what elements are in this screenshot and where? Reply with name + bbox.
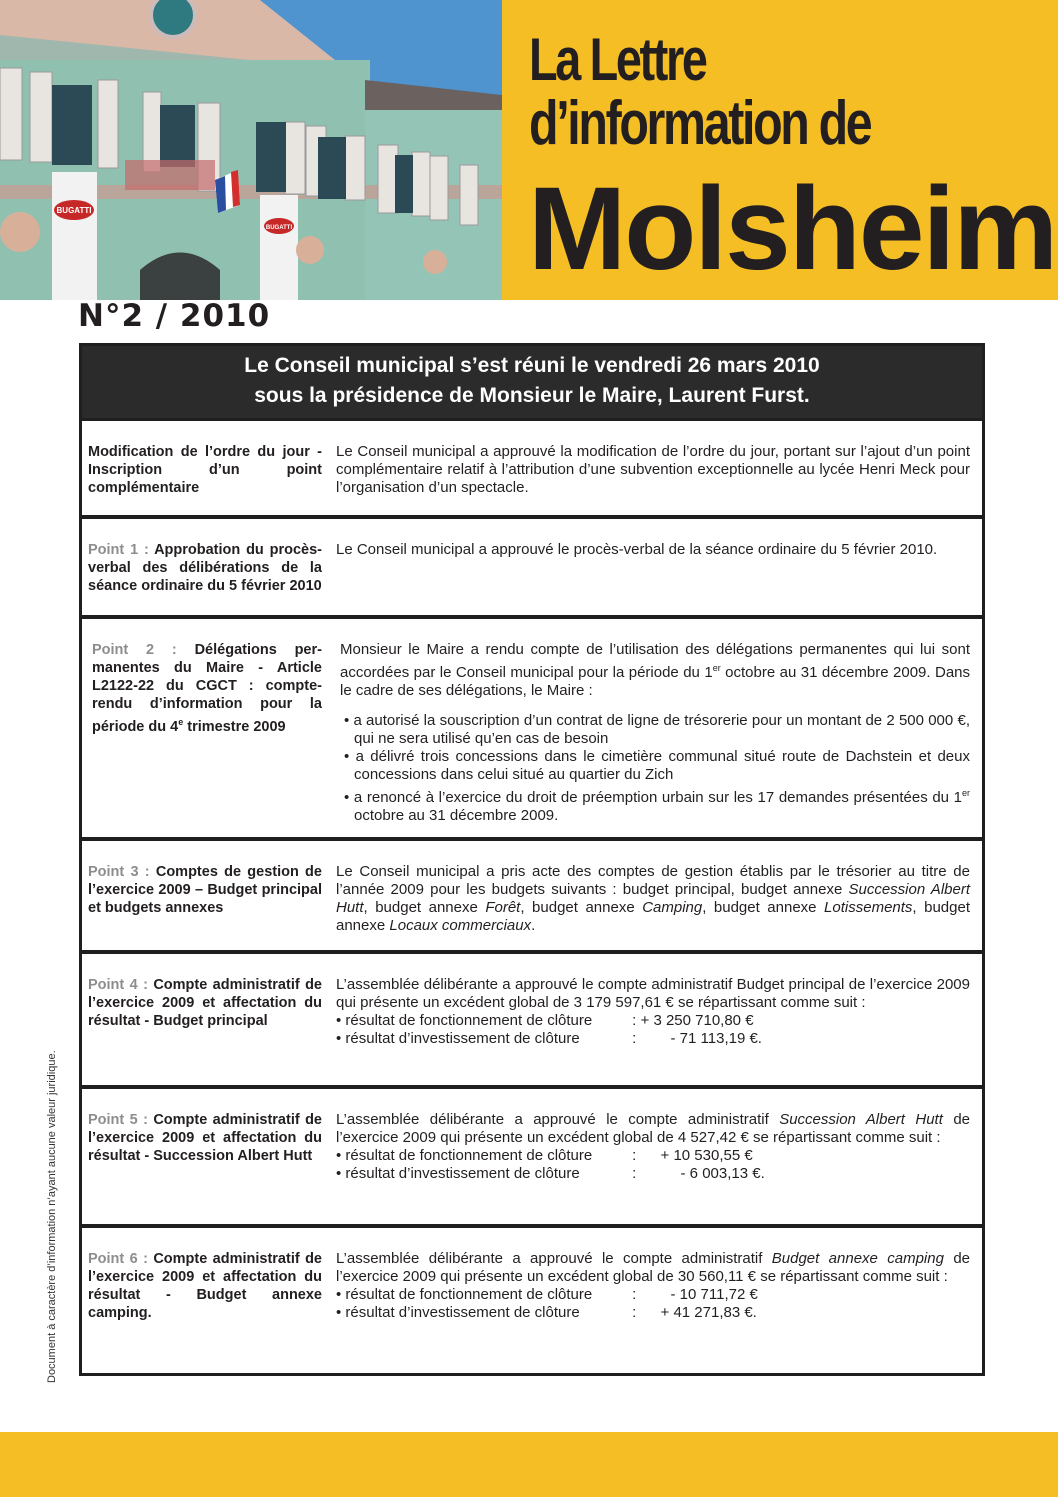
superscript: er [962, 788, 971, 798]
table-row [82, 519, 982, 619]
point-number: Point 4 : [88, 977, 154, 993]
body-text-end: de l’exercice 2009 qui présente un excédent global de 4 527,42 € se répartissant comme suit : [336, 1111, 970, 1146]
row-body-intro [340, 641, 970, 700]
result-line [336, 1147, 970, 1165]
result-line [336, 1030, 970, 1048]
result-value: - 6 003,13 €. [680, 1165, 765, 1182]
row-title-text-end: trimestre 2009 [183, 718, 286, 735]
result-value: + 3 250 710,80 € [640, 1012, 754, 1029]
budget-name: Lotissements [824, 899, 913, 916]
list-item: • a renoncé à l’exercice du droit de préemption urbain sur les 17 demandes présentées du 1er octobre au 31 décembre 2009. [344, 788, 971, 824]
separator: : [628, 1165, 641, 1182]
masthead-town-name: Molsheim [528, 163, 1057, 295]
body-text: . [531, 917, 536, 934]
separator: : [628, 1030, 641, 1047]
row-title [82, 519, 322, 615]
result-line [336, 1304, 970, 1322]
row-title-text: Compte administratif de l’exercice 2009 et affectation du résultat - Budget principal [88, 977, 322, 1029]
legal-disclaimer: Document à caractère d’information n’ayant aucune valeur juridique. [46, 1050, 58, 1383]
result-label: • résultat d’investissement de clôture [336, 1165, 580, 1182]
superscript: er [712, 663, 721, 673]
result-value: + 41 271,83 €. [660, 1304, 757, 1321]
row-title [82, 1089, 322, 1224]
point-number: Point 6 : [88, 1251, 154, 1267]
row-title-text: Délégations permanentes du Maire - Article L2122-22 du CGCT : compte-rendu d’information pour la période du 4 [92, 642, 322, 735]
header-line2: sous la présidence de Monsieur le Maire, Laurent Furst. [254, 384, 810, 407]
list-item-text: a délivré trois concessions dans le cimetière communal situé route de Dachstein et deux concessions dans celui situé au quartier du Zich [354, 748, 970, 783]
issue-number: N°2 / 2010 [78, 298, 271, 334]
result-label: • résultat d’investissement de clôture [336, 1030, 580, 1047]
council-minutes-table [79, 343, 985, 1376]
body-text: , budget annexe [520, 899, 643, 916]
superscript: e [178, 717, 184, 727]
list-item-text-end: octobre au 31 décembre 2009. [354, 807, 559, 824]
budget-name: Forêt [485, 899, 521, 916]
row-title-text: Comptes de gestion de l’exercice 2009 – Budget principal et budgets annexes [88, 864, 322, 916]
separator: : [628, 1012, 641, 1029]
body-text [336, 1111, 970, 1147]
row-title-text: Compte administratif de l’exercice 2009 et affectation du résultat - Budget annexe camping. [88, 1251, 322, 1321]
masthead-title-line2: d’information de [529, 89, 871, 158]
body-text-start: L’assemblée délibérante a approuvé le compte administratif [336, 1111, 780, 1128]
point-number: Point 1 : [88, 542, 155, 558]
body-text: , budget annexe [336, 899, 970, 934]
result-label: • résultat de fonctionnement de clôture [336, 1147, 593, 1164]
result-value: - 10 711,72 € [670, 1286, 758, 1303]
budget-name: Succession Albert Hutt [779, 1111, 943, 1128]
row-title-text: Approbation du procès-verbal des délibérations de la séance ordinaire du 5 février 2010 [88, 542, 322, 594]
masthead-title-line1: La Lettre [529, 26, 706, 93]
body-text-end: de l’exercice 2009 qui présente un excédent global de 30 560,11 € se répartissant comme suit : [336, 1250, 970, 1285]
row-body: Le Conseil municipal a approuvé le procès-verbal de la séance ordinaire du 5 février 2010. [336, 541, 938, 558]
list-item-text: a renoncé à l’exercice du droit de préemption urbain sur les 17 demandes présentées du 1 [353, 789, 962, 806]
row-title [82, 421, 322, 515]
row-body [322, 954, 982, 1085]
table-header [82, 346, 982, 421]
result-line [336, 1012, 970, 1030]
table-row [82, 1089, 982, 1228]
footer-band [0, 1432, 1058, 1497]
result-label: • résultat de fonctionnement de clôture [336, 1012, 593, 1029]
point-number: Point 5 : [88, 1112, 154, 1128]
result-value: + 10 530,55 € [660, 1147, 753, 1164]
table-row [82, 954, 982, 1089]
row-body [322, 1089, 982, 1224]
budget-name: Camping [642, 899, 703, 916]
list-item: • a autorisé la souscription d’un contrat de ligne de trésorerie pour un montant de 2 500 000 €, qui ne sera utilisé qu’en cas de besoin [344, 712, 970, 747]
town-hall-photo [0, 0, 502, 300]
point-number: Point 2 : [92, 642, 195, 658]
town-hall-illustration [0, 0, 502, 300]
body-text: L’assemblée délibérante a approuvé le compte administratif Budget principal de l’exercice 2009 qui présente un excédent global de 3 179 597,61 € se répartissant comme suit : [336, 976, 970, 1011]
header-line1: Le Conseil municipal s’est réuni le vendredi 26 mars 2010 [244, 354, 820, 377]
row-body [322, 619, 982, 837]
body-text [336, 1250, 970, 1286]
row-title-text: Compte administratif de l’exercice 2009 et affectation du résultat - Succession Albert Hutt [88, 1112, 322, 1164]
result-value: - 71 113,19 €. [670, 1030, 762, 1047]
row-body [322, 1228, 982, 1373]
body-text-start: L’assemblée délibérante a approuvé le compte administratif [336, 1250, 772, 1267]
row-body [322, 841, 982, 950]
intro-text: Monsieur le Maire a rendu compte de l’utilisation des délégations permanentes qui lui sont accordées par le Conseil municipal pour la période du 1 [340, 641, 970, 681]
separator: : [628, 1304, 641, 1321]
result-line [336, 1165, 970, 1183]
intro-text-end: octobre au 31 décembre 2009. Dans le cadre de ses délégations, le Maire : [340, 664, 971, 699]
row-title [82, 841, 322, 950]
row-title-text: Modification de l’ordre du jour - Inscription d’un point complémentaire [88, 444, 322, 496]
result-label: • résultat de fonctionnement de clôture [336, 1286, 593, 1303]
budget-name: Locaux commerciaux [389, 917, 532, 934]
row-title [82, 1228, 322, 1373]
result-line [336, 1286, 970, 1304]
masthead [502, 0, 1058, 300]
separator: : [628, 1147, 641, 1164]
point-number: Point 3 : [88, 864, 156, 880]
separator: : [628, 1286, 641, 1303]
table-row [82, 1228, 982, 1373]
table-row [82, 421, 982, 519]
banner-text: BUGATTI [56, 206, 92, 215]
result-label: • résultat d’investissement de clôture [336, 1304, 580, 1321]
budget-name: Succession Albert Hutt [336, 881, 970, 916]
body-text: Le Conseil municipal a pris acte des comptes de gestion établis par le trésorier au titre de l’année 2009 pour les budgets suivants : budget principal, budget annexe [336, 863, 970, 898]
table-row [82, 619, 982, 841]
banner-text-2: BUGATTI [265, 225, 293, 231]
body-text: , budget annexe [702, 899, 825, 916]
list-item: • a délivré trois concessions dans le cimetière communal situé route de Dachstein et deux concessions dans celui situé au quartier du Zich [344, 748, 970, 783]
row-title [82, 954, 322, 1085]
row-title [82, 619, 322, 837]
list-item-text: a autorisé la souscription d’un contrat de ligne de trésorerie pour un montant de 2 500 000 €, qui ne sera utilisé qu’en cas de besoin [353, 712, 970, 747]
row-body: Le Conseil municipal a approuvé la modification de l’ordre du jour, portant sur l’ajout d’un point complémentaire relatif à l’attribution d’une subvention exceptionnelle au lycée Henri Meck pour l’organisation d’un spectacle. [336, 443, 970, 496]
budget-name: Budget annexe camping [771, 1250, 944, 1267]
body-text: , budget annexe [363, 899, 486, 916]
table-row [82, 841, 982, 954]
